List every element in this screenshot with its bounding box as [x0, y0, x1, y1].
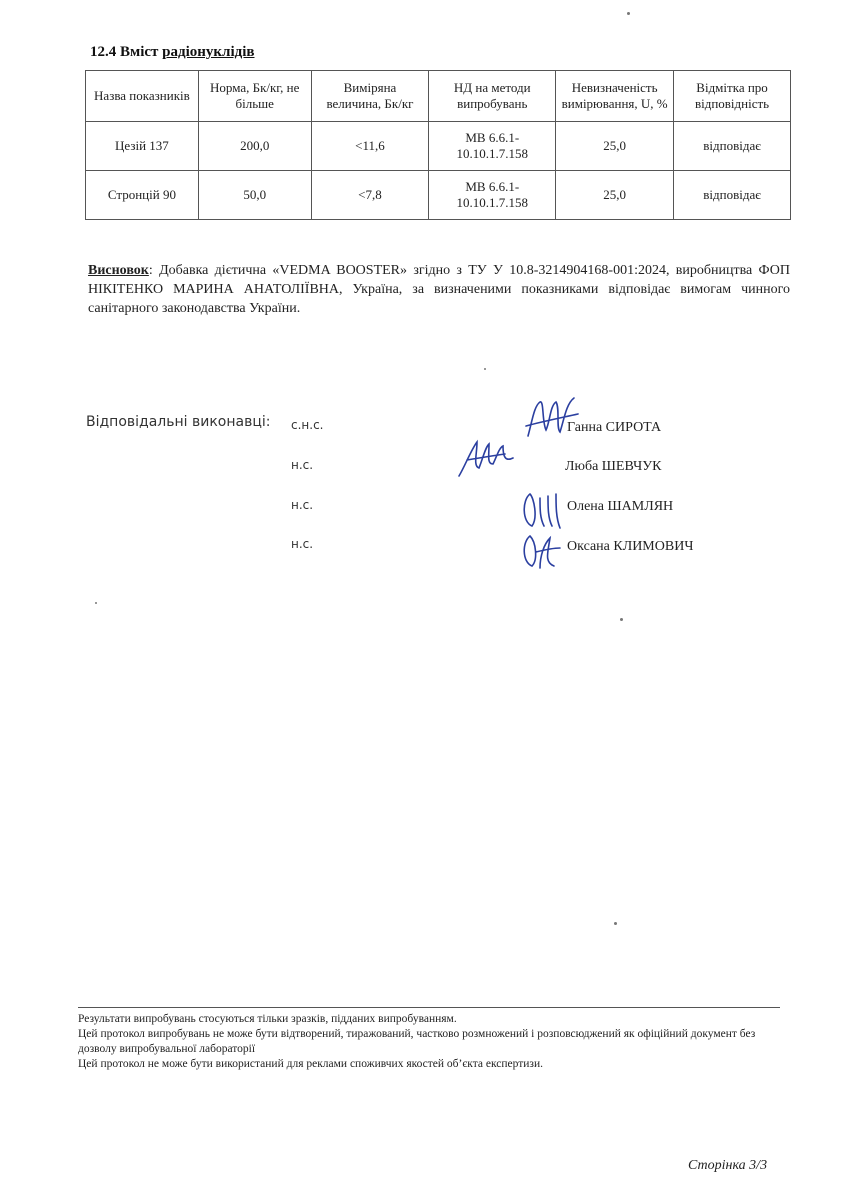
cell-measured: <11,6 — [311, 122, 429, 171]
footer-note: Результати випробувань стосуються тільки зразків, підданих випробуванням. — [78, 1013, 457, 1025]
header-measured: Виміряна величина, Бк/кг — [311, 71, 429, 122]
scan-speck — [484, 368, 486, 370]
person-name-3: Олена ШАМЛЯН — [567, 499, 674, 514]
table-header-row — [86, 71, 791, 122]
footer-note: Цей протокол випробувань не може бути відтворений, тиражований, частково розмножений і розповсюджений як офіційний документ без дозволу випробувальної лабораторії — [78, 1027, 756, 1055]
cell-norm: 50,0 — [198, 171, 311, 220]
conclusion-text: : Добавка дієтична «VEDMA BOOSTER» згідно з ТУ У 10.8-3214904168-001:2024, виробництва ФОП НІКІТЕНКО МАРИНА АНАТОЛІЇВНА, Україна, за визначеними показниками відповідає вимогам чинного санітарного законодавства України. — [88, 263, 790, 316]
cell-compliance: відповідає — [674, 171, 791, 220]
signature-3 — [520, 488, 564, 532]
section-title: 12.4 Вміст радіонуклідів — [90, 44, 255, 60]
table-row — [86, 171, 791, 220]
header-uncertainty: Невизначеність вимірювання, U, % — [556, 71, 674, 122]
header-norm: Норма, Бк/кг, не більше — [198, 71, 311, 122]
footer-divider — [78, 1007, 780, 1008]
person-name-1: Ганна СИРОТА — [567, 420, 662, 435]
cell-uncertainty: 25,0 — [556, 171, 674, 220]
page-number: Сторінка 3/3 — [688, 1158, 768, 1173]
footer-notes — [78, 1012, 780, 1072]
responsible-label: Відповідальні виконавці: — [86, 414, 271, 430]
position-1: с.н.с. — [291, 418, 324, 432]
cell-measured: <7,8 — [311, 171, 429, 220]
cell-indicator: Стронцій 90 — [86, 171, 199, 220]
cell-method: МВ 6.6.1-10.10.1.7.158 — [429, 171, 556, 220]
radionuclide-table — [85, 70, 791, 220]
signature-1 — [520, 392, 580, 448]
signature-4 — [518, 528, 562, 572]
scan-speck — [614, 922, 617, 925]
cell-compliance: відповідає — [674, 122, 791, 171]
footer-note: Цей протокол не може бути використаний для реклами споживчих якостей об’єкта експертизи. — [78, 1057, 543, 1070]
header-compliance: Відмітка про відповідність — [674, 71, 791, 122]
cell-method: МВ 6.6.1-10.10.1.7.158 — [429, 122, 556, 171]
scan-speck — [620, 618, 623, 621]
scan-speck — [95, 602, 97, 604]
position-2: н.с. — [291, 458, 314, 472]
conclusion-label: Висновок — [88, 263, 149, 278]
conclusion-paragraph — [88, 262, 790, 319]
cell-indicator: Цезій 137 — [86, 122, 199, 171]
scan-speck — [627, 12, 630, 15]
cell-norm: 200,0 — [198, 122, 311, 171]
header-indicator-name: Назва показників — [86, 71, 199, 122]
cell-uncertainty: 25,0 — [556, 122, 674, 171]
header-method: НД на методи випробувань — [429, 71, 556, 122]
position-4: н.с. — [291, 537, 314, 551]
table-row — [86, 122, 791, 171]
person-name-2: Люба ШЕВЧУК — [565, 459, 662, 474]
signature-2 — [455, 436, 517, 480]
person-name-4: Оксана КЛИМОВИЧ — [567, 539, 694, 554]
position-3: н.с. — [291, 498, 314, 512]
